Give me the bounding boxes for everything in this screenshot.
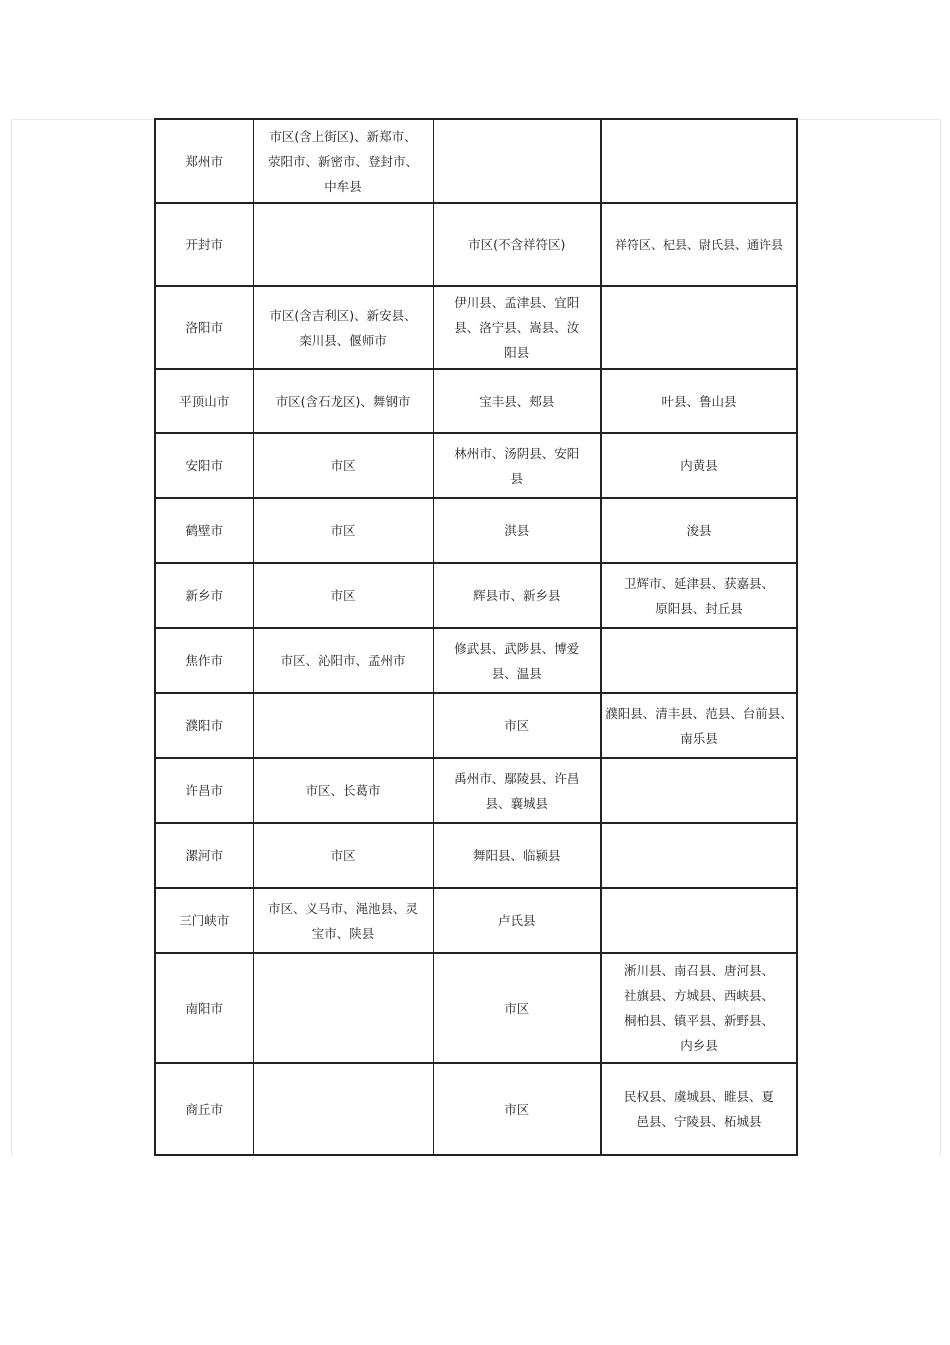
tier-1-cell: 市区 [253, 498, 433, 563]
tier-2-cell: 淇县 [433, 498, 601, 563]
city-cell: 鹤壁市 [155, 498, 253, 563]
city-cell: 濮阳市 [155, 693, 253, 758]
tier-2-cell: 市区(不含祥符区) [433, 203, 601, 286]
city-cell: 漯河市 [155, 823, 253, 888]
table-row [155, 203, 797, 286]
tier-1-cell [253, 953, 433, 1063]
city-cell: 南阳市 [155, 953, 253, 1063]
tier-2-cell: 修武县、武陟县、博爱县、温县 [433, 628, 601, 693]
tier-2-cell [433, 119, 601, 203]
tier-2-cell: 辉县市、新乡县 [433, 563, 601, 628]
tier-2-cell: 禹州市、鄢陵县、许昌县、襄城县 [433, 758, 601, 823]
tier-1-cell: 市区 [253, 823, 433, 888]
tier-1-cell: 市区(含上街区)、新郑市、荥阳市、新密市、登封市、中牟县 [253, 119, 433, 203]
city-cell: 焦作市 [155, 628, 253, 693]
tier-1-cell: 市区、义马市、渑池县、灵宝市、陕县 [253, 888, 433, 953]
table-row [155, 433, 797, 498]
table-row [155, 286, 797, 369]
tier-3-cell: 叶县、鲁山县 [601, 369, 797, 433]
tier-3-cell [601, 758, 797, 823]
tier-2-cell: 市区 [433, 953, 601, 1063]
table-row [155, 119, 797, 203]
table-row [155, 758, 797, 823]
tier-3-cell: 内黄县 [601, 433, 797, 498]
table-row [155, 498, 797, 563]
tier-1-cell [253, 1063, 433, 1155]
city-cell: 许昌市 [155, 758, 253, 823]
tier-2-cell: 林州市、汤阴县、安阳县 [433, 433, 601, 498]
tier-1-cell [253, 203, 433, 286]
tier-1-cell: 市区(含吉利区)、新安县、栾川县、偃师市 [253, 286, 433, 369]
tier-3-cell: 祥符区、杞县、尉氏县、通许县 [601, 203, 797, 286]
tier-1-cell: 市区、长葛市 [253, 758, 433, 823]
city-cell: 安阳市 [155, 433, 253, 498]
tier-3-cell: 卫辉市、延津县、获嘉县、原阳县、封丘县 [601, 563, 797, 628]
tier-3-cell: 濮阳县、清丰县、范县、台前县、南乐县 [601, 693, 797, 758]
tier-3-cell: 民权县、虞城县、睢县、夏邑县、宁陵县、柘城县 [601, 1063, 797, 1155]
city-cell: 三门峡市 [155, 888, 253, 953]
city-classification-table [154, 118, 798, 1156]
city-cell: 洛阳市 [155, 286, 253, 369]
city-cell: 平顶山市 [155, 369, 253, 433]
tier-3-cell: 浚县 [601, 498, 797, 563]
table-row [155, 563, 797, 628]
tier-2-cell: 伊川县、孟津县、宜阳县、洛宁县、嵩县、汝阳县 [433, 286, 601, 369]
tier-3-cell [601, 286, 797, 369]
table-row [155, 1063, 797, 1155]
table-row [155, 823, 797, 888]
table-row [155, 628, 797, 693]
tier-1-cell: 市区、沁阳市、孟州市 [253, 628, 433, 693]
tier-1-cell [253, 693, 433, 758]
tier-2-cell: 市区 [433, 1063, 601, 1155]
tier-1-cell: 市区 [253, 563, 433, 628]
tier-3-cell [601, 823, 797, 888]
tier-1-cell: 市区 [253, 433, 433, 498]
tier-3-cell [601, 119, 797, 203]
tier-2-cell: 宝丰县、郏县 [433, 369, 601, 433]
tier-2-cell: 市区 [433, 693, 601, 758]
table-row [155, 369, 797, 433]
table-row [155, 693, 797, 758]
tier-3-cell: 淅川县、南召县、唐河县、社旗县、方城县、西峡县、桐柏县、镇平县、新野县、内乡县 [601, 953, 797, 1063]
city-cell: 新乡市 [155, 563, 253, 628]
table-row [155, 953, 797, 1063]
tier-3-cell [601, 888, 797, 953]
tier-1-cell: 市区(含石龙区)、舞钢市 [253, 369, 433, 433]
tier-2-cell: 卢氏县 [433, 888, 601, 953]
city-cell: 商丘市 [155, 1063, 253, 1155]
city-cell: 开封市 [155, 203, 253, 286]
tier-3-cell [601, 628, 797, 693]
city-cell: 郑州市 [155, 119, 253, 203]
tier-2-cell: 舞阳县、临颍县 [433, 823, 601, 888]
table-row [155, 888, 797, 953]
